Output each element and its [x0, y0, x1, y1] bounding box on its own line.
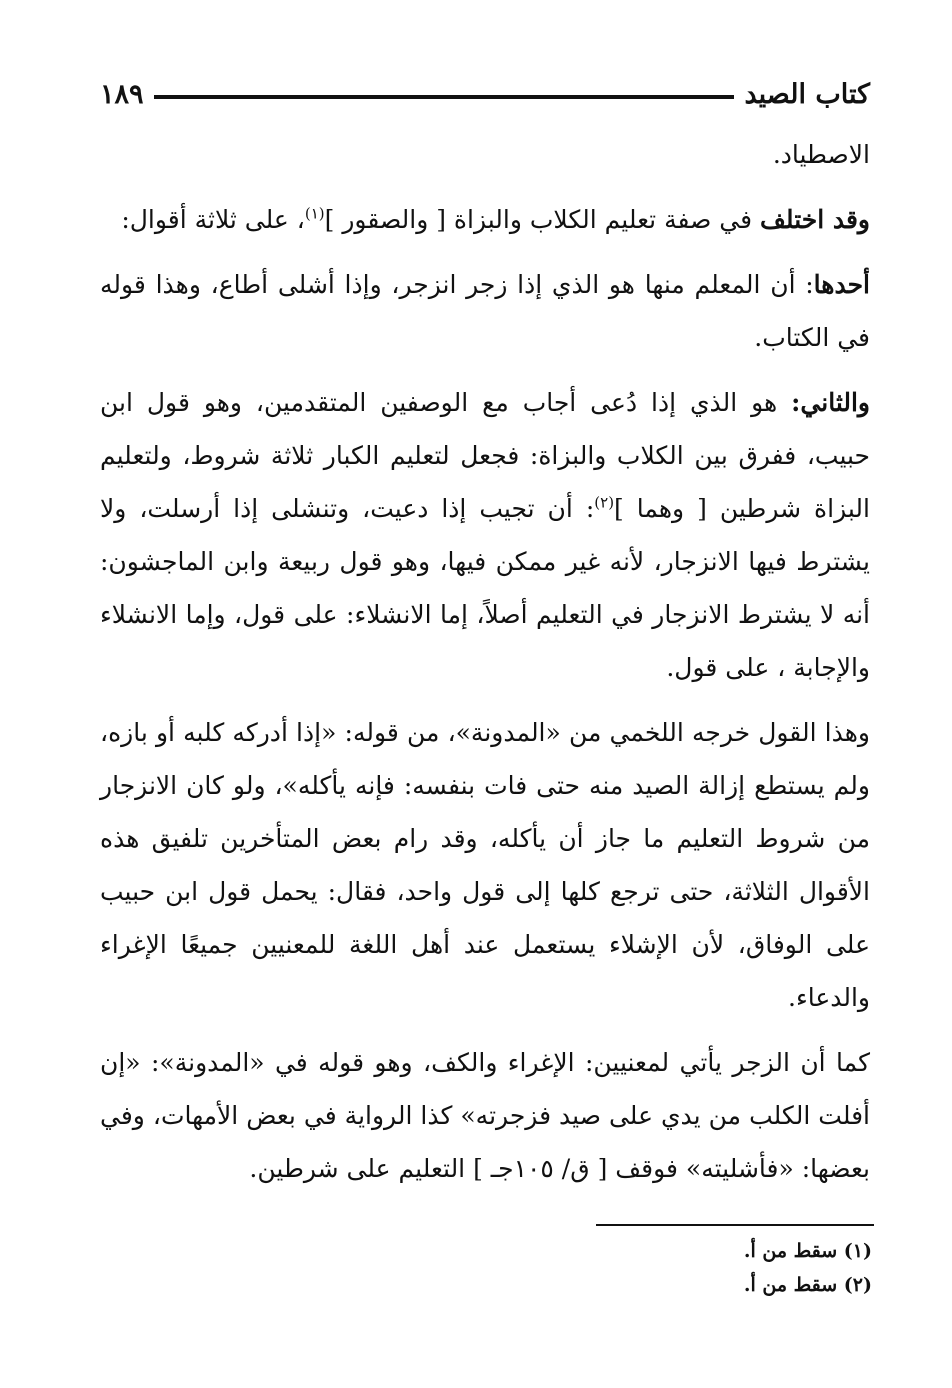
paragraph-4 — [100, 376, 870, 694]
page-number: ١٨٩ — [100, 78, 144, 110]
footnote-separator — [596, 1224, 874, 1226]
paragraph-6 — [100, 1036, 870, 1195]
paragraph-text: : أن المعلم منها هو الذي إذا زجر انزجر، وإذا أشلى أطاع، وهذا قوله في الكتاب. — [100, 270, 870, 352]
paragraph-3 — [100, 258, 870, 364]
paragraph-lead: والثاني: — [791, 388, 870, 417]
paragraph-text-continued: ، على ثلاثة أقوال: — [121, 205, 305, 234]
paragraph-5 — [100, 706, 870, 1024]
paragraph-text: هو الذي إذا دُعى أجاب مع الوصفين المتقدمين، وهو قول ابن حبيب، ففرق بين الكلاب والبزاة: فجعل لتعليم الكبار ثلاثة شروط، ولتعليم البزاة شرطين [ وهما ] — [100, 388, 870, 523]
paragraph-text: الاصطياد. — [772, 140, 870, 169]
paragraph-text-continued: : أن تجيب إذا دعيت، وتنشلى إذا أرسلت، ولا يشترط فيها الانزجار، لأنه غير ممكن فيها، وهو قول ربيعة وابن الماجشون: أنه لا يشترط الانزجار في التعليم أصلاً، إما الانشلاء: على قول، وإما الانشلاء والإجابة ، على قول. — [100, 494, 870, 682]
footnote-1: (١) سقط من أ. — [743, 1240, 872, 1262]
paragraph-lead: وقد اختلف — [760, 205, 870, 234]
paragraph-text: كما أن الزجر يأتي لمعنيين: الإغراء والكف، وهو قوله في «المدونة»: «إن أفلت الكلب من يدي على صيد فزجرته» كذا الرواية في بعض الأمهات، وفي بعضها: «فأشليته» فوقف [ ق/ ١٠٥جـ ] التعليم على شرطين. — [100, 1048, 870, 1183]
paragraph-text: وهذا القول خرجه اللخمي من «المدونة»، من قوله: «إذا أدركه كلبه أو بازه، ولم يستطع إزالة الصيد منه حتى فات بنفسه: فإنه يأكله»، ولو كان الانزجار من شروط التعليم ما جاز أن يأكله، وقد رام بعض المتأخرين تلفيق هذه الأقوال الثلاثة، حتى ترجع كلها إلى قول واحد، فقال: يحمل قول ابن حبيب على الوفاق، لأن الإشلاء يستعمل عند أهل اللغة للمعنيين جميعًا الإغراء والدعاء. — [100, 718, 870, 1012]
paragraph-text: في صفة تعليم الكلاب والبزاة [ والصقور ] — [324, 205, 761, 234]
footnote-ref-2: (٢) — [594, 493, 615, 512]
header-title: كتاب الصيد — [744, 78, 870, 110]
footnotes — [100, 1234, 872, 1302]
main-text — [100, 128, 870, 1207]
paragraph-1 — [100, 128, 870, 181]
paragraph-lead: أحدها — [813, 270, 870, 299]
footnote-ref-1: (١) — [304, 204, 325, 223]
running-header — [100, 72, 870, 116]
header-rule — [154, 95, 735, 99]
footnote-2: (٢) سقط من أ. — [743, 1274, 872, 1296]
paragraph-2 — [100, 193, 870, 246]
